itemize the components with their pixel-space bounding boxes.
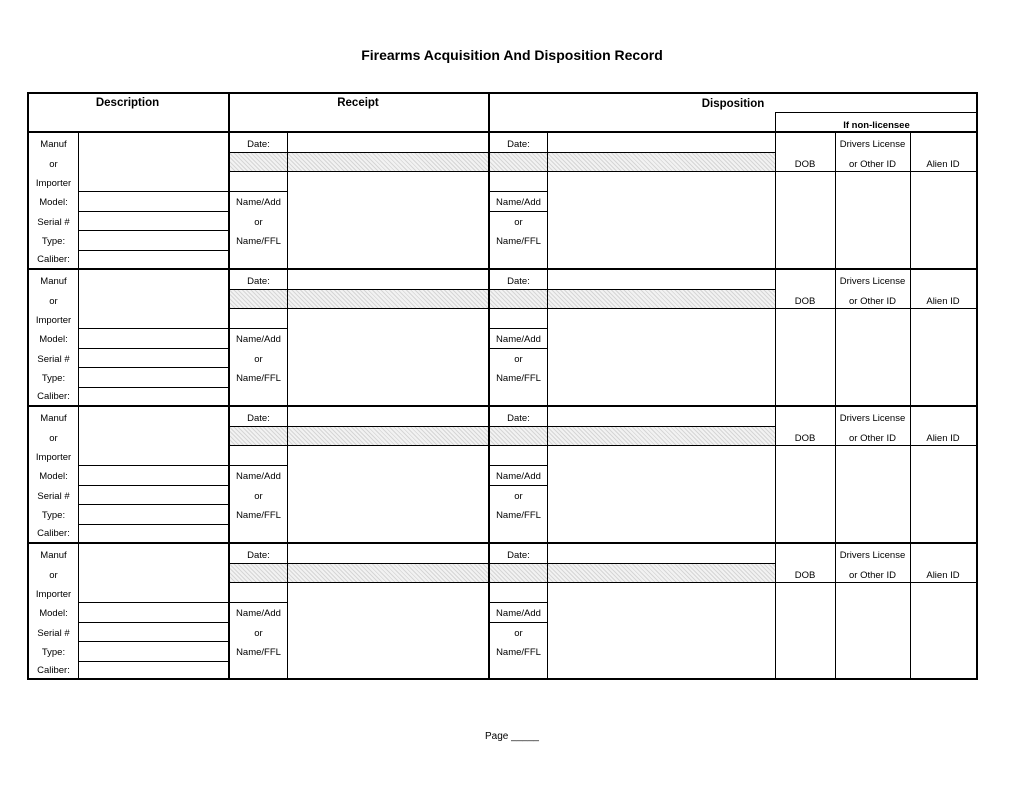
record-4-receipt-date-field[interactable]	[288, 544, 488, 563]
record-2-caliber-field[interactable]	[79, 388, 228, 405]
record-4-type-label: Type:	[41, 647, 66, 658]
record-1-caliber-label: Caliber:	[37, 254, 70, 265]
record-4-model-label: Model:	[39, 608, 68, 619]
record-2-receipt-name-ffl-label: Name/FFL	[236, 373, 281, 384]
record-3-importer-label: Importer	[35, 452, 72, 463]
record-1-type-label: Type:	[41, 236, 66, 247]
shaded-cell	[288, 290, 488, 308]
record-4-manuf-label: Manuf	[40, 550, 67, 561]
record-3-model-label: Model:	[39, 471, 68, 482]
record-4-dob-field[interactable]	[776, 583, 835, 679]
record-1-disposition-date-field[interactable]	[548, 133, 775, 152]
record-4-disposition-name-add-label: Name/Add	[496, 608, 541, 619]
grid-line-horizontal	[490, 622, 547, 623]
record-2-disposition-or-label: or	[514, 354, 523, 365]
record-4-receipt-or-label: or	[254, 628, 263, 639]
record-3-type-label: Type:	[41, 510, 66, 521]
record-4-receipt-date-label: Date:	[247, 550, 270, 561]
grid-line-horizontal	[490, 211, 547, 212]
record-1-disposition-date-label: Date:	[507, 139, 530, 150]
record-3-serial-field[interactable]	[79, 486, 228, 504]
record-1-alien-id-label: Alien ID	[926, 159, 960, 170]
record-2-disposition-name-field[interactable]	[548, 309, 775, 405]
shaded-cell	[230, 290, 287, 308]
record-1-serial-label: Serial #	[37, 217, 70, 228]
record-4-disposition-date-field[interactable]	[548, 544, 775, 563]
record-1-dob-label: DOB	[794, 159, 816, 170]
record-4-disposition-or-label: or	[514, 628, 523, 639]
record-2-receipt-name-field[interactable]	[288, 309, 488, 405]
shaded-cell	[288, 427, 488, 445]
shaded-cell	[288, 564, 488, 582]
record-4-type-field[interactable]	[79, 642, 228, 661]
shaded-cell	[490, 427, 547, 445]
record-1-manuf-field[interactable]	[79, 133, 228, 191]
grid-line-horizontal	[490, 348, 547, 349]
record-1-caliber-field[interactable]	[79, 251, 228, 268]
record-1-other-id-label: or Other ID	[849, 159, 896, 170]
record-2-receipt-name-add-label: Name/Add	[236, 334, 281, 345]
record-1-receipt-name-ffl-label: Name/FFL	[236, 236, 281, 247]
grid-line-horizontal	[490, 485, 547, 486]
record-1-model-field[interactable]	[79, 192, 228, 211]
record-2-or-label: or	[49, 296, 58, 307]
record-4-model-field[interactable]	[79, 603, 228, 622]
record-3-model-field[interactable]	[79, 466, 228, 485]
record-4-manuf-field[interactable]	[79, 544, 228, 602]
record-3-receipt-name-ffl-label: Name/FFL	[236, 510, 281, 521]
record-3-dob-field[interactable]	[776, 446, 835, 542]
record-3-disposition-date-field[interactable]	[548, 407, 775, 426]
record-4-importer-label: Importer	[35, 589, 72, 600]
record-2-drivers-license-field[interactable]	[836, 309, 910, 405]
record-2-receipt-or-label: or	[254, 354, 263, 365]
record-1-manuf-label: Manuf	[40, 139, 67, 150]
record-2-disposition-date-label: Date:	[507, 276, 530, 287]
record-2-disposition-name-ffl-label: Name/FFL	[496, 373, 541, 384]
record-1-receipt-name-add-label: Name/Add	[236, 197, 281, 208]
record-3-disposition-date-label: Date:	[507, 413, 530, 424]
record-1-alien-id-field[interactable]	[911, 172, 976, 268]
record-4-caliber-label: Caliber:	[37, 665, 70, 676]
record-4-serial-label: Serial #	[37, 628, 70, 639]
record-1-serial-field[interactable]	[79, 212, 228, 230]
record-1-disposition-name-field[interactable]	[548, 172, 775, 268]
grid-line-horizontal	[490, 465, 547, 466]
shaded-cell	[230, 564, 287, 582]
shaded-cell	[548, 427, 775, 445]
record-4-drivers-license-field[interactable]	[836, 583, 910, 679]
record-1-importer-label: Importer	[35, 178, 72, 189]
record-1-drivers-license-label: Drivers License	[839, 139, 906, 150]
record-2-serial-field[interactable]	[79, 349, 228, 367]
record-3-alien-id-field[interactable]	[911, 446, 976, 542]
non-licensee-header-top	[775, 112, 978, 113]
record-2-type-label: Type:	[41, 373, 66, 384]
grid-line-horizontal	[230, 602, 287, 603]
record-4-or-label: or	[49, 570, 58, 581]
record-2-receipt-date-label: Date:	[247, 276, 270, 287]
record-4-disposition-name-field[interactable]	[548, 583, 775, 679]
record-3-serial-label: Serial #	[37, 491, 70, 502]
header-description: Description	[95, 97, 160, 109]
shaded-cell	[288, 153, 488, 171]
record-3-dob-label: DOB	[794, 433, 816, 444]
record-4-disposition-name-ffl-label: Name/FFL	[496, 647, 541, 658]
record-2-alien-id-field[interactable]	[911, 309, 976, 405]
record-4-alien-id-field[interactable]	[911, 583, 976, 679]
record-1-receipt-date-field[interactable]	[288, 133, 488, 152]
table-border-right	[976, 92, 978, 680]
record-3-manuf-label: Manuf	[40, 413, 67, 424]
record-3-caliber-label: Caliber:	[37, 528, 70, 539]
record-2-model-field[interactable]	[79, 329, 228, 348]
header-non-licensee: If non-licensee	[843, 120, 910, 131]
shaded-cell	[490, 290, 547, 308]
record-1-dob-field[interactable]	[776, 172, 835, 268]
record-2-model-label: Model:	[39, 334, 68, 345]
record-3-receipt-name-add-label: Name/Add	[236, 471, 281, 482]
shaded-cell	[230, 153, 287, 171]
column-divider-description	[228, 92, 230, 680]
record-1-or-label: or	[49, 159, 58, 170]
record-1-drivers-license-field[interactable]	[836, 172, 910, 268]
record-3-receipt-date-field[interactable]	[288, 407, 488, 426]
record-3-drivers-license-label: Drivers License	[839, 413, 906, 424]
record-3-or-label: or	[49, 433, 58, 444]
record-1-disposition-name-add-label: Name/Add	[496, 197, 541, 208]
shaded-cell	[548, 564, 775, 582]
record-3-caliber-field[interactable]	[79, 525, 228, 542]
record-table	[27, 92, 978, 680]
record-2-alien-id-label: Alien ID	[926, 296, 960, 307]
record-2-dob-label: DOB	[794, 296, 816, 307]
record-4-caliber-field[interactable]	[79, 662, 228, 679]
column-divider-receipt	[488, 92, 490, 680]
shaded-cell	[548, 153, 775, 171]
grid-line-horizontal	[490, 602, 547, 603]
table-border-top	[27, 92, 978, 94]
record-1-model-label: Model:	[39, 197, 68, 208]
record-2-importer-label: Importer	[35, 315, 72, 326]
record-3-alien-id-label: Alien ID	[926, 433, 960, 444]
record-2-dob-field[interactable]	[776, 309, 835, 405]
header-disposition: Disposition	[701, 98, 765, 110]
record-4-receipt-name-field[interactable]	[288, 583, 488, 679]
record-2-other-id-label: or Other ID	[849, 296, 896, 307]
grid-line-horizontal	[230, 465, 287, 466]
record-3-type-field[interactable]	[79, 505, 228, 524]
header-receipt: Receipt	[337, 97, 379, 109]
record-3-other-id-label: or Other ID	[849, 433, 896, 444]
record-4-alien-id-label: Alien ID	[926, 570, 960, 581]
grid-line-horizontal	[230, 328, 287, 329]
record-2-manuf-label: Manuf	[40, 276, 67, 287]
shaded-cell	[230, 427, 287, 445]
record-4-drivers-license-label: Drivers License	[839, 550, 906, 561]
record-4-receipt-name-ffl-label: Name/FFL	[236, 647, 281, 658]
record-3-manuf-field[interactable]	[79, 407, 228, 465]
grid-line-horizontal	[230, 191, 287, 192]
record-2-receipt-date-field[interactable]	[288, 270, 488, 289]
record-1-receipt-name-field[interactable]	[288, 172, 488, 268]
record-4-dob-label: DOB	[794, 570, 816, 581]
record-3-receipt-date-label: Date:	[247, 413, 270, 424]
record-4-other-id-label: or Other ID	[849, 570, 896, 581]
shaded-cell	[490, 564, 547, 582]
record-3-disposition-name-field[interactable]	[548, 446, 775, 542]
record-3-disposition-name-ffl-label: Name/FFL	[496, 510, 541, 521]
record-1-disposition-or-label: or	[514, 217, 523, 228]
record-2-type-field[interactable]	[79, 368, 228, 387]
record-4-receipt-name-add-label: Name/Add	[236, 608, 281, 619]
record-1-type-field[interactable]	[79, 231, 228, 250]
record-3-receipt-name-field[interactable]	[288, 446, 488, 542]
record-2-drivers-license-label: Drivers License	[839, 276, 906, 287]
shaded-cell	[490, 153, 547, 171]
record-2-disposition-date-field[interactable]	[548, 270, 775, 289]
record-2-manuf-field[interactable]	[79, 270, 228, 328]
record-4-disposition-date-label: Date:	[507, 550, 530, 561]
record-1-receipt-or-label: or	[254, 217, 263, 228]
record-2-caliber-label: Caliber:	[37, 391, 70, 402]
record-1-disposition-name-ffl-label: Name/FFL	[496, 236, 541, 247]
grid-line-horizontal	[490, 328, 547, 329]
record-4-serial-field[interactable]	[79, 623, 228, 641]
record-2-serial-label: Serial #	[37, 354, 70, 365]
record-3-receipt-or-label: or	[254, 491, 263, 502]
shaded-cell	[548, 290, 775, 308]
record-1-receipt-date-label: Date:	[247, 139, 270, 150]
record-2-disposition-name-add-label: Name/Add	[496, 334, 541, 345]
grid-line-horizontal	[490, 191, 547, 192]
record-3-drivers-license-field[interactable]	[836, 446, 910, 542]
form-title: Firearms Acquisition And Disposition Record	[361, 47, 663, 63]
record-3-disposition-name-add-label: Name/Add	[496, 471, 541, 482]
record-3-disposition-or-label: or	[514, 491, 523, 502]
page-number: Page _____	[485, 731, 539, 742]
